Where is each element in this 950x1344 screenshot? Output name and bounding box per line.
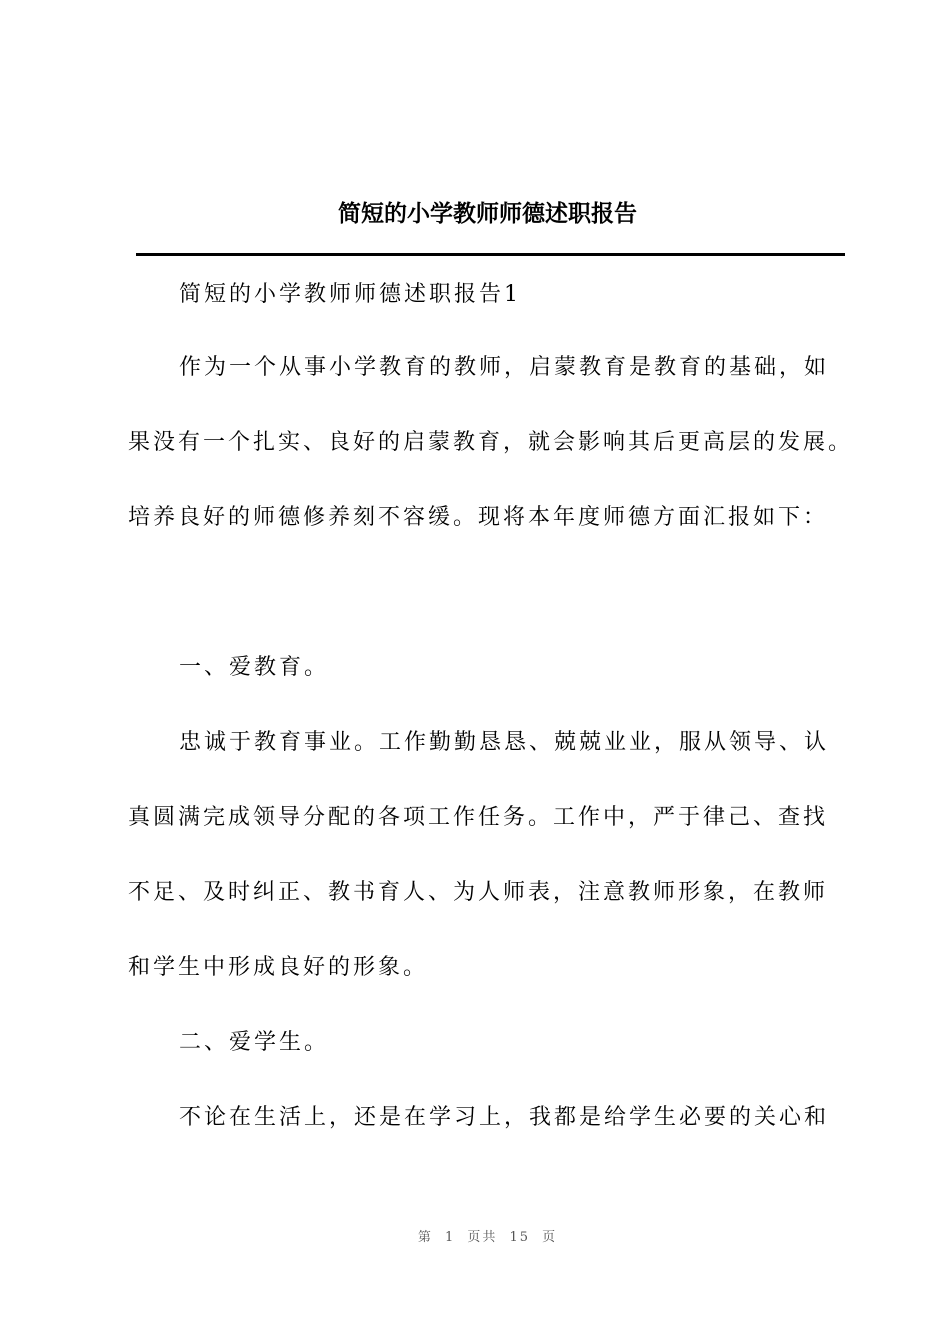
section-heading: 二、爱学生。 xyxy=(179,1030,330,1055)
title-underline xyxy=(136,253,845,256)
paragraph-line: 作为一个从事小学教育的教师，启蒙教育是教育的基础，如 xyxy=(179,355,830,380)
paragraph-line: 和学生中形成良好的形象。 xyxy=(128,955,429,980)
paragraph-line: 培养良好的师德修养刻不容缓。现将本年度师德方面汇报如下： xyxy=(128,505,829,530)
section-heading: 一、爱教育。 xyxy=(179,655,330,680)
paragraph-line: 不论在生活上，还是在学习上，我都是给学生必要的关心和 xyxy=(179,1105,830,1130)
page-number-footer: 第 1 页共 15 页 xyxy=(417,1230,558,1245)
paragraph-line: 不足、及时纠正、教书育人、为人师表，注意教师形象，在教师 xyxy=(128,880,829,905)
paragraph-line: 真圆满完成领导分配的各项工作任务。工作中，严于律己、查找 xyxy=(128,805,829,830)
paragraph-line: 忠诚于教育事业。工作勤勤恳恳、兢兢业业，服从领导、认 xyxy=(179,730,830,755)
paragraph-line: 果没有一个扎实、良好的启蒙教育，就会影响其后更高层的发展。 xyxy=(128,430,854,455)
section-heading: 简短的小学教师师德述职报告1 xyxy=(179,282,521,307)
document-title: 简短的小学教师师德述职报告 xyxy=(338,200,637,227)
